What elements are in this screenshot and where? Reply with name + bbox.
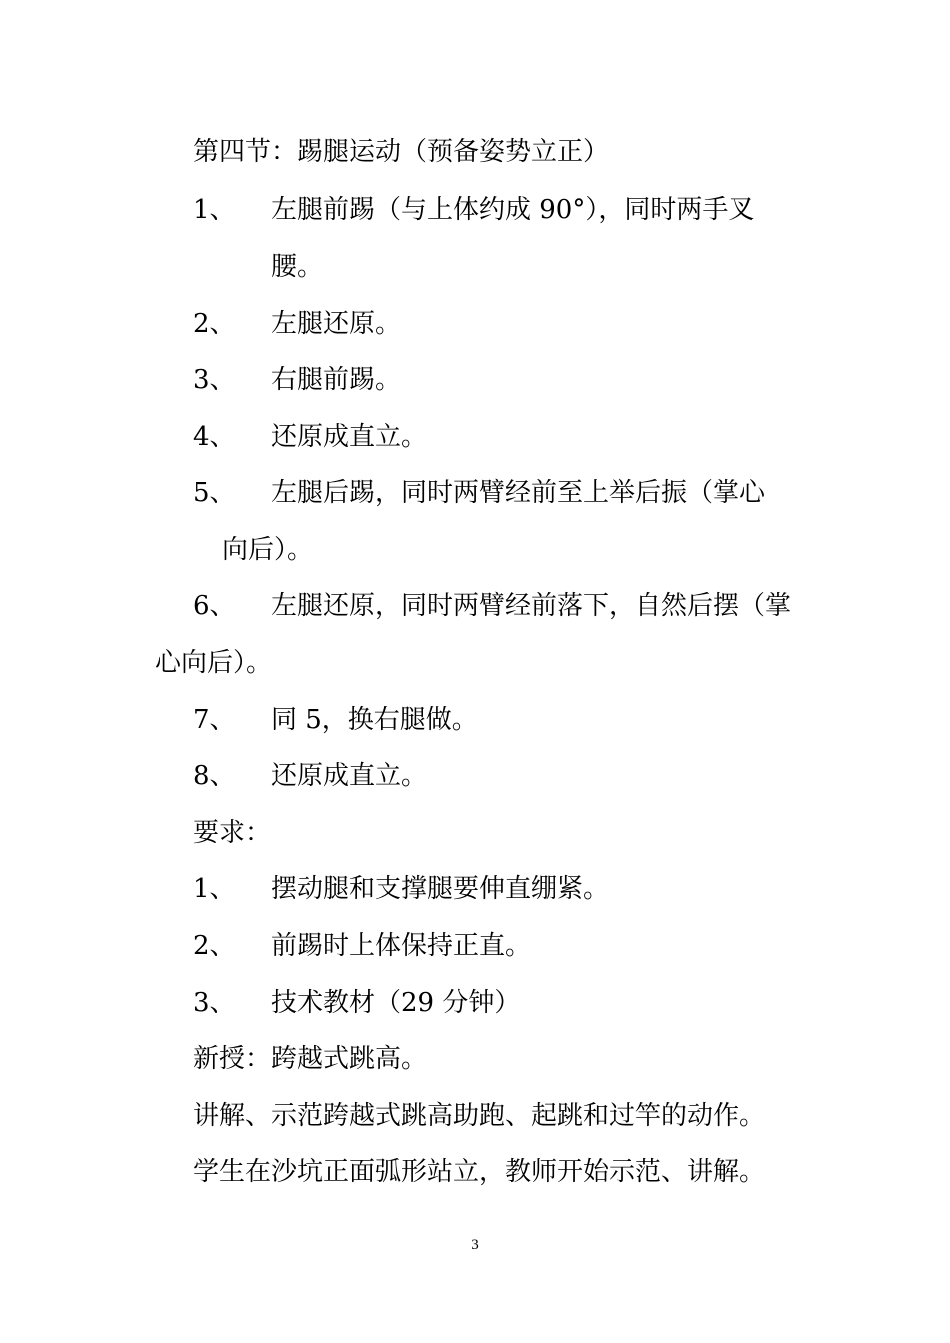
list-item-number: 6、 [193, 591, 236, 621]
list-item-number: 3、 [193, 365, 236, 395]
list-item-continuation: 向后）。 [222, 535, 314, 565]
paragraph: 讲解、示范跨越式跳高助跑、起跳和过竿的动作。 [193, 1101, 766, 1131]
list-item-text: 摆动腿和支撑腿要伸直绷紧。 [271, 874, 610, 904]
list-item-number: 1、 [193, 195, 236, 225]
list-item-number: 5、 [193, 478, 236, 508]
list-item-continuation: 腰。 [271, 252, 324, 282]
list-item-text: 左腿后踢，同时两臂经前至上举后振（掌心 [271, 478, 766, 508]
list-item-text: 左腿还原。 [271, 309, 402, 339]
page-number: 3 [471, 1237, 479, 1253]
list-item-number: 2、 [193, 931, 236, 961]
list-item-text: 左腿还原，同时两臂经前落下，自然后摆（掌 [271, 591, 792, 621]
requirements-title: 要求： [193, 818, 272, 848]
list-item-text: 还原成直立。 [271, 422, 428, 452]
list-item-number: 7、 [193, 705, 236, 735]
list-item-text: 右腿前踢。 [271, 365, 402, 395]
list-item-number: 3、 [193, 988, 236, 1018]
list-item-number: 1、 [193, 874, 236, 904]
section-title: 第四节：踢腿运动（预备姿势立正） [193, 137, 610, 167]
paragraph: 学生在沙坑正面弧形站立，教师开始示范、讲解。 [193, 1157, 766, 1187]
paragraph: 新授：跨越式跳高。 [193, 1044, 428, 1074]
list-item-continuation: 心向后）。 [155, 648, 273, 678]
list-item-text: 同 5，换右腿做。 [271, 705, 478, 735]
list-item-number: 4、 [193, 422, 236, 452]
list-item-text: 左腿前踢（与上体约成 90°），同时两手叉 [271, 195, 755, 225]
list-item-text: 还原成直立。 [271, 761, 428, 791]
list-item-text: 技术教材（29 分钟） [271, 988, 521, 1018]
list-item-number: 2、 [193, 309, 236, 339]
list-item-text: 前踢时上体保持正直。 [271, 931, 532, 961]
list-item-number: 8、 [193, 761, 236, 791]
